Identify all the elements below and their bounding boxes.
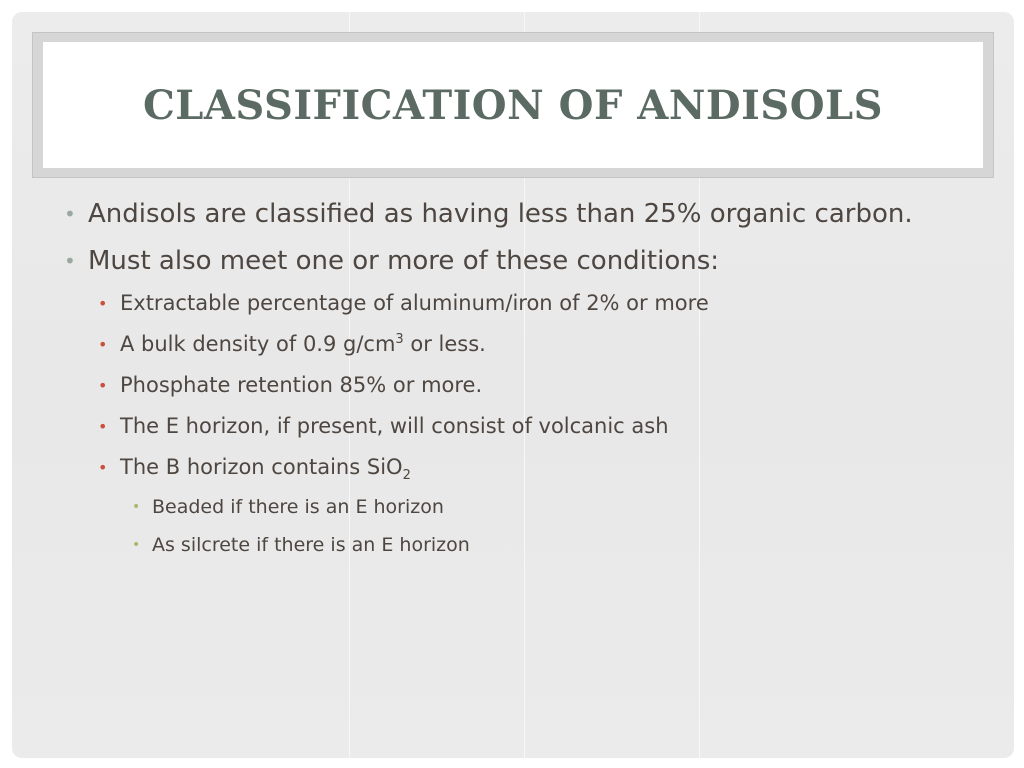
superscript: 3 <box>395 332 404 347</box>
sub-bullet-text: Phosphate retention 85% or more. <box>120 373 483 397</box>
sub-bullet-marker: • <box>98 335 108 354</box>
sub-bullet-text: The E horizon, if present, will consist of volcanic ash <box>120 414 669 438</box>
bullet-marker: • <box>64 249 76 273</box>
bullet-text: Must also meet one or more of these conditions: <box>88 246 720 276</box>
slide-body <box>62 192 962 564</box>
sub-bullet-marker: • <box>98 376 108 395</box>
sub-sub-bullet-item <box>62 488 962 526</box>
sub-bullet-text: Extractable percentage of aluminum/iron of 2% or more <box>120 291 709 315</box>
sub-bullet-marker: • <box>98 458 108 477</box>
slide-title: CLASSIFICATION OF ANDISOLS <box>142 81 884 129</box>
title-box <box>43 42 983 168</box>
sub-bullet-item <box>62 365 962 406</box>
sub-bullet-text: The B horizon contains SiO <box>120 455 403 479</box>
sub-bullet-item <box>62 324 962 365</box>
sub-bullet-marker: • <box>98 417 108 436</box>
sub-bullet-item <box>62 406 962 447</box>
title-frame <box>32 32 994 178</box>
sub-sub-bullet-text: Beaded if there is an E horizon <box>152 496 444 518</box>
sub-sub-bullet-marker: • <box>132 537 141 553</box>
sub-sub-bullet-text: As silcrete if there is an E horizon <box>152 534 470 556</box>
sub-bullet-text: A bulk density of 0.9 g/cm <box>120 332 396 356</box>
bullet-item <box>62 239 962 283</box>
subscript: 2 <box>402 468 411 484</box>
sub-sub-bullet-item <box>62 526 962 564</box>
sub-sub-bullet-marker: • <box>132 499 141 515</box>
sub-bullet-text-suffix: or less. <box>403 332 486 356</box>
sub-bullet-item <box>62 447 962 488</box>
bullet-item <box>62 192 962 236</box>
sub-bullet-item <box>62 283 962 324</box>
bullet-marker: • <box>64 202 76 226</box>
bullet-text: Andisols are classified as having less than 25% organic carbon. <box>88 199 913 229</box>
sub-bullet-marker: • <box>98 294 108 313</box>
